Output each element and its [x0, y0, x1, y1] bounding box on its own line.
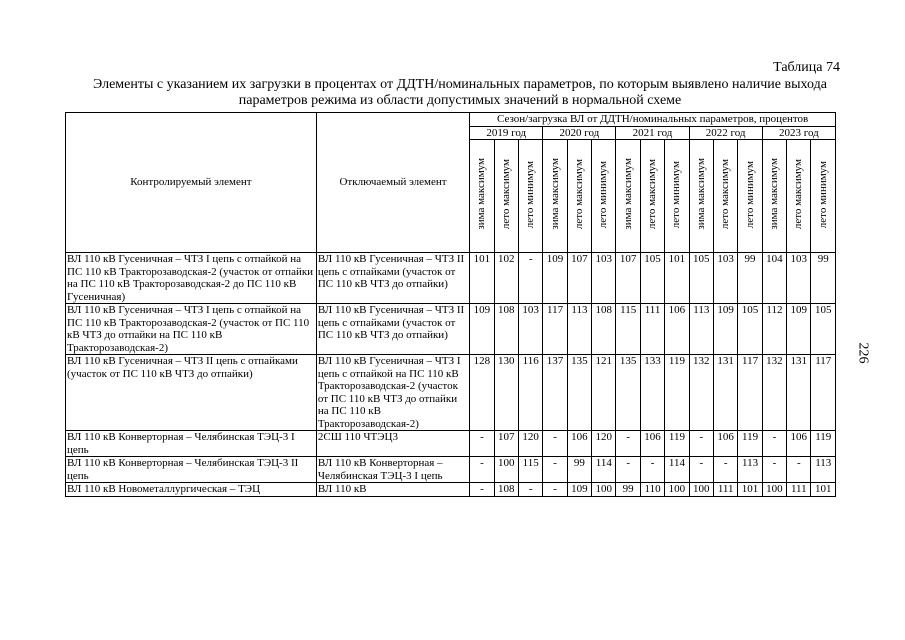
header-subcol [713, 140, 737, 253]
header-subcol-label: лето минимум [743, 160, 756, 228]
load-value-cell: 119 [811, 431, 836, 457]
header-subcol [616, 140, 640, 253]
load-value-cell: 119 [738, 431, 762, 457]
load-value-cell: 135 [567, 355, 591, 431]
header-subcol [811, 140, 836, 253]
load-value-cell: 103 [592, 253, 616, 304]
table-row [66, 253, 836, 304]
load-value-cell: 113 [811, 457, 836, 483]
load-value-cell: - [762, 431, 786, 457]
load-value-cell: 107 [494, 431, 518, 457]
header-year: 2023 год [762, 126, 835, 140]
load-value-cell: 105 [738, 304, 762, 355]
load-value-cell: 109 [543, 253, 567, 304]
load-value-cell: 132 [762, 355, 786, 431]
load-value-cell: 111 [787, 483, 811, 497]
load-value-cell: 100 [762, 483, 786, 497]
load-value-cell: 130 [494, 355, 518, 431]
load-value-cell: - [543, 457, 567, 483]
load-value-cell: 106 [567, 431, 591, 457]
controlled-element-cell: ВЛ 110 кВ Новометаллургическая – ТЭЦ [66, 483, 317, 497]
load-value-cell: 111 [713, 483, 737, 497]
header-subcol [543, 140, 567, 253]
load-value-cell: 137 [543, 355, 567, 431]
header-subcol-label: лето максимум [719, 159, 732, 230]
header-subcol [762, 140, 786, 253]
load-value-cell: 117 [543, 304, 567, 355]
load-value-cell: 106 [640, 431, 664, 457]
load-table [65, 112, 836, 497]
header-subcol-label: зима максимум [548, 158, 561, 231]
header-subcol [787, 140, 811, 253]
header-subcol-label: лето максимум [572, 159, 585, 230]
header-disconnected: Отключаемый элемент [316, 113, 469, 253]
header-subcol-label: зима максимум [475, 158, 488, 231]
load-value-cell: - [713, 457, 737, 483]
controlled-element-cell: ВЛ 110 кВ Конверторная – Челябинская ТЭЦ-3 I цепь [66, 431, 317, 457]
load-value-cell: 108 [494, 304, 518, 355]
load-value-cell: 128 [470, 355, 494, 431]
load-value-cell: 115 [518, 457, 542, 483]
load-value-cell: 120 [518, 431, 542, 457]
table-row [66, 355, 836, 431]
load-value-cell: 99 [567, 457, 591, 483]
header-subcol [738, 140, 762, 253]
load-value-cell: 109 [567, 483, 591, 497]
load-value-cell: 99 [738, 253, 762, 304]
load-value-cell: - [762, 457, 786, 483]
load-value-cell: 107 [567, 253, 591, 304]
page-number: 226 [855, 342, 871, 364]
table-row [66, 431, 836, 457]
disconnected-element-cell: ВЛ 110 кВ Гусеничная – ЧТЗ II цепь с отпайками (участок от ПС 110 кВ ЧТЗ до отпайки) [316, 253, 469, 304]
load-value-cell: 107 [616, 253, 640, 304]
load-value-cell: 131 [787, 355, 811, 431]
load-value-cell: 115 [616, 304, 640, 355]
header-year: 2021 год [616, 126, 689, 140]
header-subcol-label: зима максимум [767, 158, 780, 231]
load-value-cell: 106 [713, 431, 737, 457]
controlled-element-cell: ВЛ 110 кВ Гусеничная – ЧТЗ I цепь с отпайкой на ПС 110 кВ Тракторозаводская-2 (участок от ПС 110 кВ ЧТЗ до отпайки на ПС 110 кВ Тракторозаводская-2) [66, 304, 317, 355]
load-value-cell: 99 [616, 483, 640, 497]
load-value-cell: 113 [738, 457, 762, 483]
load-value-cell: 117 [811, 355, 836, 431]
header-season: Сезон/загрузка ВЛ от ДДТН/номинальных параметров, процентов [470, 113, 836, 127]
header-subcol [640, 140, 664, 253]
header-subcol [470, 140, 494, 253]
load-value-cell: 135 [616, 355, 640, 431]
header-subcol-label: лето минимум [816, 160, 829, 228]
load-value-cell: 104 [762, 253, 786, 304]
load-value-cell: - [518, 253, 542, 304]
load-value-cell: 103 [713, 253, 737, 304]
load-value-cell: 100 [494, 457, 518, 483]
load-value-cell: - [470, 457, 494, 483]
header-subcol-label: лето максимум [646, 159, 659, 230]
load-value-cell: 100 [592, 483, 616, 497]
load-value-cell: 99 [811, 253, 836, 304]
load-value-cell: 132 [689, 355, 713, 431]
load-value-cell: 101 [738, 483, 762, 497]
load-value-cell: - [689, 457, 713, 483]
table-number: Таблица 74 [773, 60, 840, 75]
header-subcol [689, 140, 713, 253]
disconnected-element-cell: 2СШ 110 ЧТЭЦ3 [316, 431, 469, 457]
table-row [66, 457, 836, 483]
load-value-cell: 120 [592, 431, 616, 457]
header-year: 2022 год [689, 126, 762, 140]
load-value-cell: 113 [689, 304, 713, 355]
load-value-cell: 105 [640, 253, 664, 304]
load-value-cell: 101 [665, 253, 689, 304]
disconnected-element-cell: ВЛ 110 кВ Гусеничная – ЧТЗ II цепь с отпайками (участок от ПС 110 кВ ЧТЗ до отпайки) [316, 304, 469, 355]
load-value-cell: - [640, 457, 664, 483]
header-subcol [665, 140, 689, 253]
header-subcol-label: лето минимум [597, 160, 610, 228]
load-value-cell: 119 [665, 431, 689, 457]
load-value-cell: 100 [665, 483, 689, 497]
header-subcol-label: зима максимум [694, 158, 707, 231]
header-year: 2019 год [470, 126, 543, 140]
header-controlled: Контролируемый элемент [66, 113, 317, 253]
load-value-cell: 111 [640, 304, 664, 355]
header-subcol-label: зима максимум [621, 158, 634, 231]
table-row [66, 304, 836, 355]
load-value-cell: 105 [811, 304, 836, 355]
table-row [66, 483, 836, 497]
load-value-cell: 105 [689, 253, 713, 304]
header-subcol-label: лето максимум [499, 159, 512, 230]
load-value-cell: 103 [787, 253, 811, 304]
load-value-cell: 102 [494, 253, 518, 304]
load-value-cell: 131 [713, 355, 737, 431]
load-value-cell: - [470, 483, 494, 497]
load-value-cell: 108 [494, 483, 518, 497]
load-value-cell: 114 [665, 457, 689, 483]
header-subcol-label: лето максимум [792, 159, 805, 230]
controlled-element-cell: ВЛ 110 кВ Гусеничная – ЧТЗ II цепь с отпайками (участок от ПС 110 кВ ЧТЗ до отпайки) [66, 355, 317, 431]
load-value-cell: 101 [470, 253, 494, 304]
load-value-cell: 110 [640, 483, 664, 497]
load-value-cell: 109 [470, 304, 494, 355]
load-value-cell: 121 [592, 355, 616, 431]
header-subcol [518, 140, 542, 253]
load-value-cell: - [518, 483, 542, 497]
load-value-cell: 114 [592, 457, 616, 483]
load-value-cell: - [470, 431, 494, 457]
load-value-cell: - [543, 431, 567, 457]
controlled-element-cell: ВЛ 110 кВ Гусеничная – ЧТЗ I цепь с отпайкой на ПС 110 кВ Тракторозаводская-2 (участок от отпайки на ПС 110 кВ Тракторозаводская-2 до ПС 110 кВ Гусеничная) [66, 253, 317, 304]
load-value-cell: 133 [640, 355, 664, 431]
load-value-cell: 101 [811, 483, 836, 497]
disconnected-element-cell: ВЛ 110 кВ Гусеничная – ЧТЗ I цепь с отпайкой на ПС 110 кВ Тракторозаводская-2 (участок от ПС 110 кВ ЧТЗ до отпайки на ПС 110 кВ Тракторозаводская-2) [316, 355, 469, 431]
load-value-cell: - [689, 431, 713, 457]
load-value-cell: 106 [787, 431, 811, 457]
load-value-cell: 116 [518, 355, 542, 431]
load-value-cell: 106 [665, 304, 689, 355]
load-value-cell: 119 [665, 355, 689, 431]
table-title: Элементы с указанием их загрузки в процентах от ДДТН/номинальных параметров, по которым выявлено наличие выхода параметров режима из области допустимых значений в нормальной схеме [93, 77, 827, 108]
disconnected-element-cell: ВЛ 110 кВ [316, 483, 469, 497]
header-subcol-label: лето минимум [524, 160, 537, 228]
header-subcol [567, 140, 591, 253]
disconnected-element-cell: ВЛ 110 кВ Конверторная – Челябинская ТЭЦ-3 I цепь [316, 457, 469, 483]
load-value-cell: - [787, 457, 811, 483]
load-value-cell: 109 [713, 304, 737, 355]
controlled-element-cell: ВЛ 110 кВ Конверторная – Челябинская ТЭЦ-3 II цепь [66, 457, 317, 483]
load-value-cell: - [616, 431, 640, 457]
load-value-cell: 108 [592, 304, 616, 355]
load-value-cell: 109 [787, 304, 811, 355]
load-value-cell: - [543, 483, 567, 497]
load-value-cell: 103 [518, 304, 542, 355]
header-year: 2020 год [543, 126, 616, 140]
load-value-cell: 117 [738, 355, 762, 431]
header-subcol [494, 140, 518, 253]
load-value-cell: 113 [567, 304, 591, 355]
header-subcol-label: лето минимум [670, 160, 683, 228]
load-value-cell: 112 [762, 304, 786, 355]
load-value-cell: - [616, 457, 640, 483]
header-subcol [592, 140, 616, 253]
load-value-cell: 100 [689, 483, 713, 497]
